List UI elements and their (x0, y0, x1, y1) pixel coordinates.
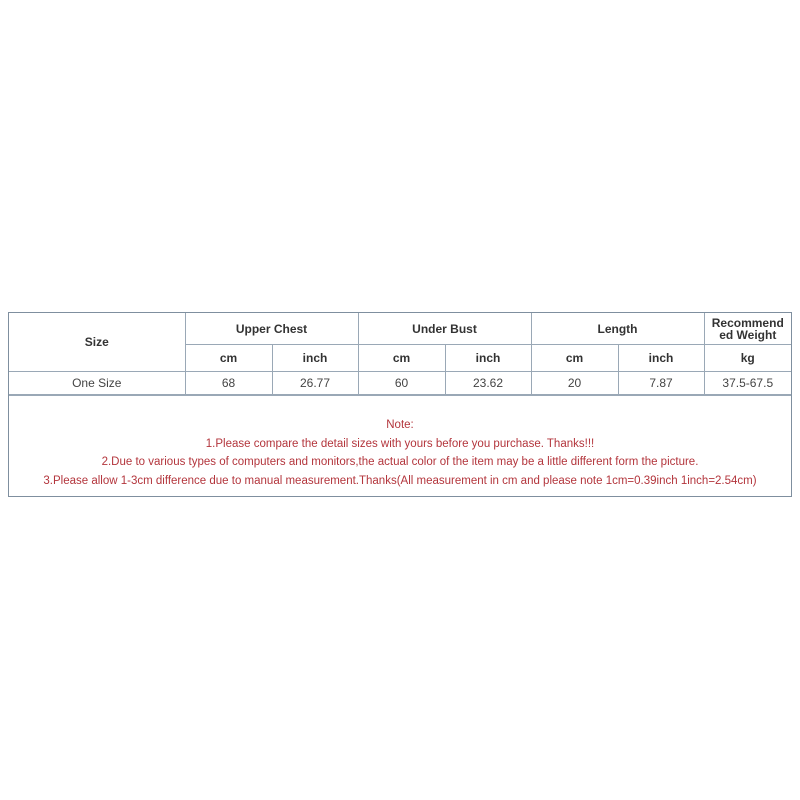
unit-header: cm (358, 345, 445, 372)
note-line: 2.Due to various types of computers and monitors,the actual color of the item may be a little different form the picture. (101, 456, 699, 468)
table-cell: 23.62 (445, 372, 531, 395)
note-line: 3.Please allow 1-3cm difference due to manual measurement.Thanks(All measurement in cm and please note 1cm=0.39inch 1inch=2.54cm) (43, 474, 757, 487)
size-table (9, 313, 791, 395)
note-line: 1.Please compare the detail sizes with yours before you purchase. Thanks!!! (205, 437, 595, 450)
unit-header: kg (704, 345, 791, 372)
unit-header: cm (531, 345, 618, 372)
unit-header: cm (185, 345, 272, 372)
unit-header: inch (445, 345, 531, 372)
table-cell: 26.77 (272, 372, 358, 395)
recommended-weight-header-line1: Recommend (711, 315, 784, 330)
table-cell: 7.87 (618, 372, 704, 395)
notes-title: Note: (386, 419, 414, 431)
table-cell: 37.5-67.5 (704, 372, 791, 395)
table-header-row (9, 313, 791, 345)
size-cell: One Size (9, 372, 185, 395)
size-chart (8, 312, 792, 497)
unit-header: inch (618, 345, 704, 372)
table-cell: 68 (185, 372, 272, 395)
table-row (9, 372, 791, 395)
recommended-weight-header (704, 313, 791, 345)
length-header: Length (531, 313, 704, 345)
under-bust-header: Under Bust (358, 313, 531, 345)
table-cell: 20 (531, 372, 618, 395)
unit-header: inch (272, 345, 358, 372)
size-header: Size (9, 313, 185, 372)
recommended-weight-header-line2: ed Weight (719, 327, 777, 342)
upper-chest-header: Upper Chest (185, 313, 358, 345)
table-cell: 60 (358, 372, 445, 395)
notes-section (9, 395, 791, 496)
